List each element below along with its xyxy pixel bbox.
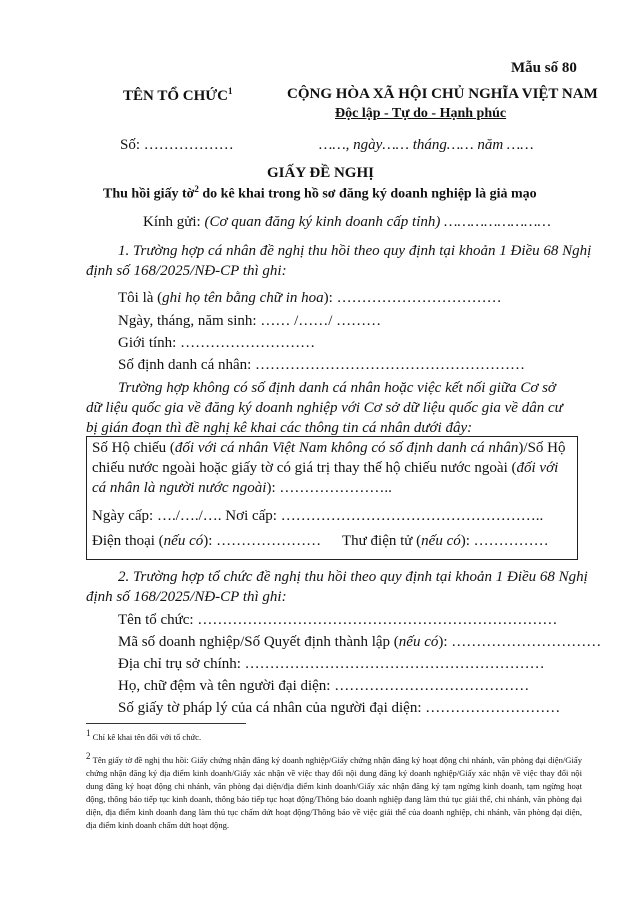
full-name-field[interactable]: [118, 290, 502, 307]
passport-l1-a: Số Hộ chiếu (: [92, 440, 175, 456]
passport-line1: [92, 440, 566, 457]
reg-label-c: ): …………………………: [438, 634, 602, 650]
email-label-a: Thư điện tử (: [342, 533, 422, 549]
passport-l2-b: đối với: [516, 460, 559, 476]
email-label-b: nếu có: [421, 533, 461, 549]
org-label-sup: 1: [228, 86, 233, 96]
representative-document-field[interactable]: Số giấy tờ pháp lý của cá nhân của người đại diện: ………………………: [118, 700, 561, 716]
document-subtitle: [103, 184, 537, 203]
date-of-birth-field[interactable]: Ngày, tháng, năm sinh: …… /……/ ………: [118, 313, 382, 329]
passport-l3-a: cá nhân là người nước ngoài: [92, 480, 267, 496]
country-name: CỘNG HÒA XÃ HỘI CHỦ NGHĨA VIỆT NAM: [287, 86, 598, 102]
representative-name-field[interactable]: Họ, chữ đệm và tên người đại diện: …………………………………: [118, 678, 530, 694]
email-label-c: ): ……………: [460, 533, 549, 549]
section1-heading-line2: định số 168/2025/NĐ-CP thì ghi:: [86, 263, 287, 279]
phone-label-b: nếu có: [163, 533, 204, 549]
section2-heading-line2: định số 168/2025/NĐ-CP thì ghi:: [86, 589, 287, 605]
recipient-field[interactable]: (Cơ quan đăng ký kinh doanh cấp tỉnh) ……………………: [204, 214, 551, 230]
subtitle-sup: 2: [194, 184, 199, 194]
subtitle-part2: do kê khai trong hồ sơ đăng ký doanh nghiệp là giả mạo: [198, 186, 537, 202]
full-name-label-a: Tôi là (: [118, 290, 163, 306]
issue-date-place-field[interactable]: Ngày cấp: …./…./…. Nơi cấp: ……………………………………………..: [92, 508, 544, 524]
gender-field[interactable]: Giới tính: ………………………: [118, 335, 316, 351]
passport-l3-b: ): …………………..: [266, 480, 392, 496]
registration-number-field[interactable]: [118, 634, 601, 651]
footnote-1-text: Chỉ kê khai tên đối với tổ chức.: [92, 731, 202, 742]
org-label: [123, 86, 233, 105]
full-name-hint: ghi họ tên bằng chữ in hoa: [162, 290, 324, 306]
passport-line2: [92, 460, 558, 477]
phone-label-a: Điện thoại (: [92, 533, 164, 549]
form-code: Mẫu số 80: [511, 60, 577, 76]
section1-note-line3: bị gián đoạn thì đề nghị kê khai các thông tin cá nhân dưới đây:: [86, 420, 473, 436]
footnote-2: $^2$ Tên giấy tờ đề nghị thu hồi: Giấy chứng nhận đăng ký doanh nghiệp/Giấy chứng nhận đăng ký hoạt động chi nhánh, văn phòng đại diện/Giấy chứng nhận đăng ký địa điểm kinh doanh/Giấy xác nhận về việc thay đổi nội dung đăng ký doanh nghiệp/Giấy xác nhận về việc thay đổi nội dung đăng ký hoạt động chi nhánh, văn phòng đại diện/địa điểm kinh doanh/Giấy xác nhận đăng ký tạm ngừng kinh doanh, tạm ngừng hoạt động, thông báo tiếp tục kinh doanh, thông báo tiếp tục hoạt động/Thông báo doanh nghiệp đang làm thủ tục giải thể, chi nhánh, văn phòng đại diện, địa điểm kinh doanh đang làm thủ tục chấm dứt hoạt động/Thông báo về việc giải thể của doanh nghiệp, chi nhánh, văn phòng đại diện, địa điểm kinh doanh chấm dứt hoạt động.: [86, 751, 582, 830]
section1-heading-line1: 1. Trường hợp cá nhân đề nghị thu hồi theo quy định tại khoản 1 Điều 68 Nghị: [118, 243, 592, 259]
footnote-divider: [86, 723, 246, 724]
email-field[interactable]: [342, 533, 549, 550]
reg-label-b: nếu có: [398, 634, 439, 650]
motto: Độc lập - Tự do - Hạnh phúc: [335, 106, 507, 121]
date-field[interactable]: ……, ngày…… tháng…… năm ……: [319, 137, 534, 153]
org-label-text: TÊN TỔ CHỨC: [123, 88, 229, 104]
phone-field[interactable]: [92, 533, 321, 550]
section1-note-line1: Trường hợp không có số định danh cá nhân hoặc việc kết nối giữa Cơ sở: [118, 380, 556, 396]
passport-field[interactable]: [92, 480, 392, 497]
section1-note-line2: dữ liệu quốc gia về đăng ký doanh nghiệp với Cơ sở dữ liệu quốc gia về dân cư: [86, 400, 563, 416]
footnote-1: $^1$ Chỉ kê khai tên đối với tổ chức.: [86, 728, 202, 742]
passport-l1-b: đối với cá nhân Việt Nam không có số định danh cá nhân: [174, 440, 519, 456]
reg-label-a: Mã số doanh nghiệp/Số Quyết định thành lập (: [118, 634, 399, 650]
footnote-2-text: Tên giấy tờ đề nghị thu hồi: Giấy chứng nhận đăng ký doanh nghiệp/Giấy chứng nhận đăng ký hoạt động chi nhánh, văn phòng đại diện/Giấy chứng nhận đăng ký địa điểm kinh doanh/Giấy xác nhận về việc thay đổi nội dung đăng ký doanh nghiệp/Giấy xác nhận về việc thay đổi nội dung đăng ký hoạt động chi nhánh, văn phòng đại diện/địa điểm kinh doanh/Giấy xác nhận đăng ký tạm ngừng kinh doanh, tạm ngừng hoạt động, thông báo tiếp tục kinh doanh, thông báo tiếp tục hoạt động/Thông báo doanh nghiệp đang làm thủ tục giải thể, chi nhánh, văn phòng đại diện, địa điểm kinh doanh đang làm thủ tục chấm dứt hoạt động/Thông báo về việc giải thể của doanh nghiệp, chi nhánh, văn phòng đại diện, địa điểm kinh doanh chấm dứt hoạt động.: [86, 754, 582, 830]
head-office-address-field[interactable]: Địa chỉ trụ sở chính: ……………………………………………………: [118, 656, 545, 672]
passport-l1-c: )/Số Hộ: [518, 440, 566, 456]
full-name-label-b: ): ……………………………: [323, 290, 502, 306]
subtitle-part1: Thu hồi giấy tờ: [103, 186, 195, 202]
document-number-field[interactable]: Số: ………………: [120, 137, 234, 153]
document-title: GIẤY ĐỀ NGHỊ: [267, 165, 374, 181]
personal-id-field[interactable]: Số định danh cá nhân: ………………………………………………: [118, 357, 526, 373]
phone-label-c: ): …………………: [203, 533, 322, 549]
recipient-line: [143, 214, 551, 231]
organization-name-field[interactable]: Tên tổ chức: ………………………………………………………………: [118, 612, 558, 628]
recipient-label: Kính gửi:: [143, 214, 205, 230]
section2-heading-line1: 2. Trường hợp tổ chức đề nghị thu hồi theo quy định tại khoản 1 Điều 68 Nghị: [118, 569, 588, 585]
passport-l2-a: chiếu nước ngoài hoặc giấy tờ có giá trị thay thế hộ chiếu nước ngoài (: [92, 460, 517, 476]
